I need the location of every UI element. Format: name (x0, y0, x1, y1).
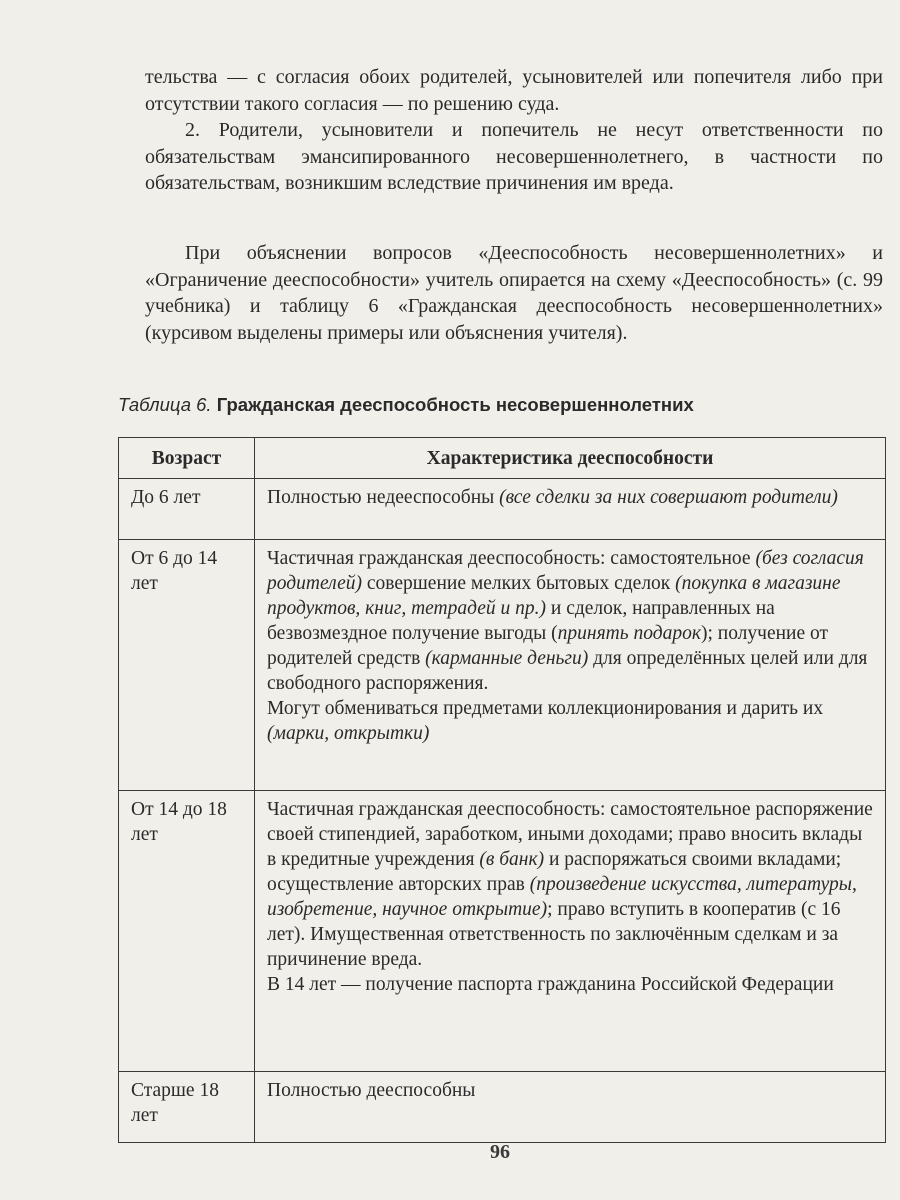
table-caption-number: Таблица 6. (118, 394, 212, 415)
text-run: Полностью недееспособны (267, 487, 500, 508)
table-caption-title: Гражданская дееспособность несовершеннолетних (216, 394, 694, 415)
italic-run: (марки, открытки) (267, 723, 430, 744)
desc-cell (255, 479, 886, 540)
age-cell: До 6 лет (119, 479, 255, 540)
table-caption (118, 394, 888, 416)
text-run: Частичная гражданская дееспособность: самостоятельное распоряжение своей стипендией, заработком, иными доходами; право вносить вклады в кредитные учреждения (267, 799, 873, 870)
paragraph-continuation: тельства — с согласия обоих родителей, усыновителей или попечителя либо при отсутствии такого согласия — по решению суда. (145, 66, 883, 115)
desc-text (267, 546, 875, 696)
desc-text (267, 485, 875, 510)
italic-run: принять подарок (557, 623, 701, 644)
table-header-row (119, 438, 886, 479)
text-run: В 14 лет — получение паспорта гражданина Российской Федерации (267, 974, 834, 995)
text-run: совершение мелких бытовых сделок (362, 573, 676, 594)
desc-cell (255, 1072, 886, 1143)
top-text-block (145, 64, 883, 197)
text-run: для определённых целей или для свободного распоряжения. (267, 648, 868, 694)
italic-run: (в банк) (479, 849, 545, 870)
desc-cell (255, 540, 886, 791)
text-run: Частичная гражданская дееспособность: самостоятельное (267, 548, 756, 569)
table-row (119, 1072, 886, 1143)
italic-run: (произведение искусства, литературы, изобретение, научное открытие) (267, 874, 857, 920)
text-run: Полностью дееспособны (267, 1080, 476, 1101)
table-row (119, 540, 886, 791)
age-cell: От 6 до 14 лет (119, 540, 255, 791)
paragraph-intro: При объяснении вопросов «Дееспособность несовершеннолетних» и «Ограничение дееспособности» учитель опирается на схему «Дееспособность» (с. 99 учебника) и таблицу 6 «Гражданская дееспособность несовершеннолетних» (курсивом выделены примеры или объяснения учителя). (145, 242, 883, 344)
header-age: Возраст (119, 438, 255, 479)
paragraph-point-2: 2. Родители, усыновители и попечитель не несут ответственности по обязательствам эмансипированного несовершеннолетнего, в частности по обязательствам, возникшим вследствие причинения им вреда. (145, 119, 883, 194)
age-cell: Старше 18 лет (119, 1072, 255, 1143)
page-number: 96 (490, 1141, 510, 1163)
desc-text-extra (267, 696, 875, 746)
italic-run: (карманные деньги) (425, 648, 589, 669)
italic-run: (без согласия родителей) (267, 548, 864, 594)
age-cell: От 14 до 18 лет (119, 791, 255, 1072)
text-run: и сделок, направленных на безвозмездное получение выгоды ( (267, 598, 775, 644)
desc-cell (255, 791, 886, 1072)
desc-text (267, 797, 875, 972)
text-run: ; право вступить в кооператив (с 16 лет). Имущественная ответственность по заключённым сделкам и за причинение вреда. (267, 899, 841, 970)
text-run: Могут обмениваться предметами коллекционирования и дарить их (267, 698, 824, 719)
capacity-table (118, 437, 886, 1143)
text-run: ); получение от родителей средств (267, 623, 829, 669)
italic-run: (покупка в магазине продуктов, книг, тетрадей и пр.) (267, 573, 841, 619)
intro-text-block (145, 240, 883, 346)
text-run: и распоряжаться своими вкладами; осуществление авторских прав (267, 849, 842, 895)
italic-run: (все сделки за них совершают родители) (499, 487, 838, 508)
table-row (119, 791, 886, 1072)
desc-text-extra (267, 972, 875, 997)
table-row (119, 479, 886, 540)
header-characteristic: Характеристика дееспособности (255, 438, 886, 479)
desc-text (267, 1078, 875, 1103)
